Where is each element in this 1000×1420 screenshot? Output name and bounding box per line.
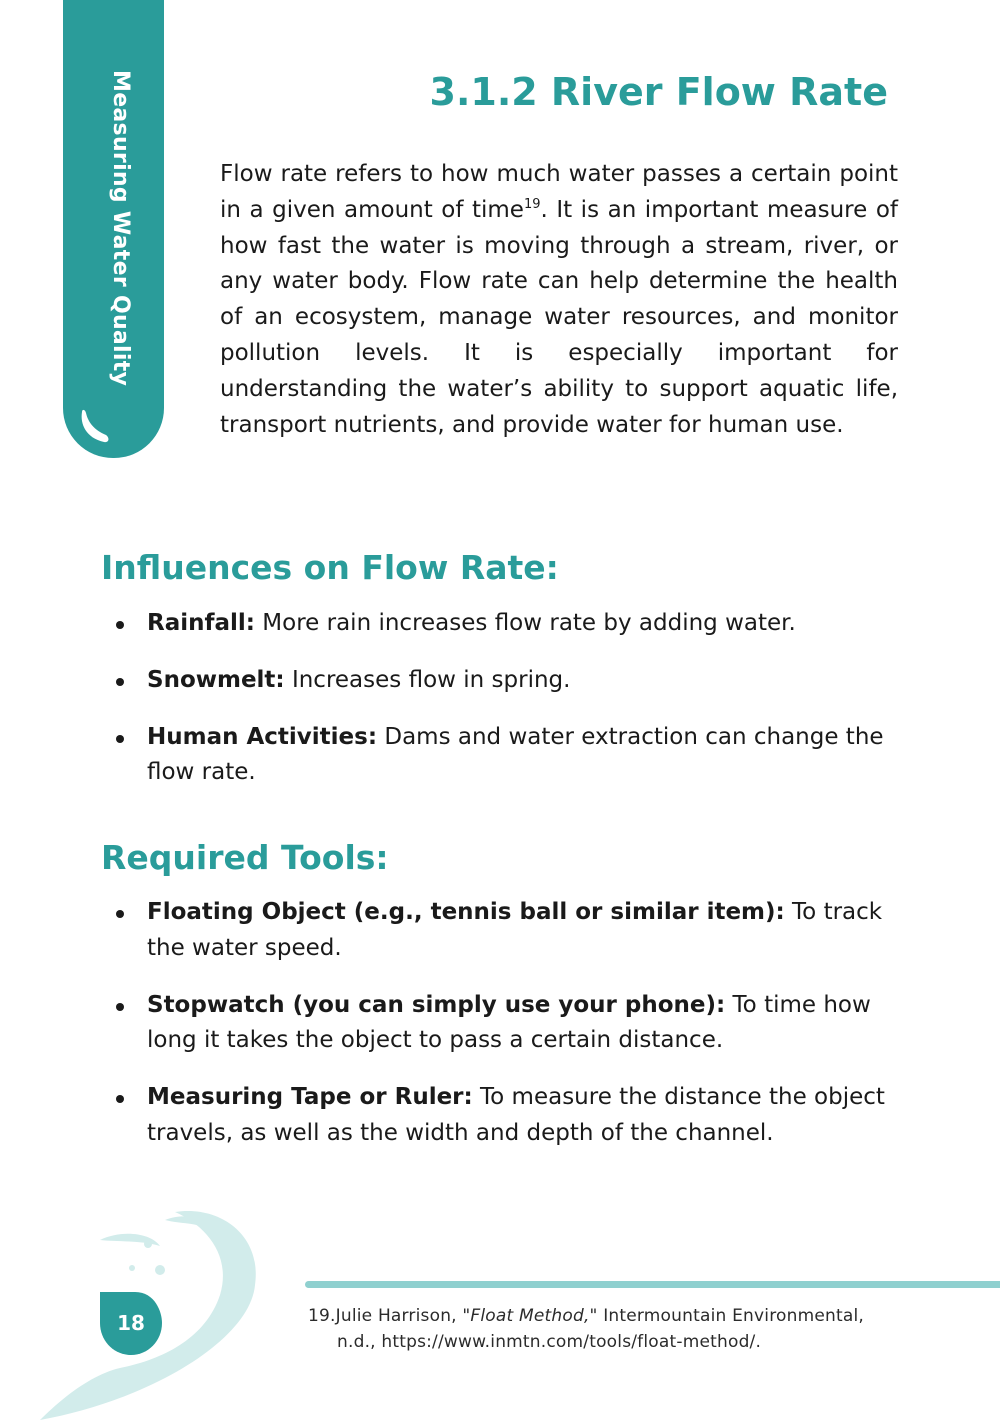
- item-desc: To measure the distance the object travels, as well as the width and depth of the channel.: [147, 1084, 885, 1146]
- section-side-label: Measuring Water Quality: [108, 70, 133, 387]
- item-desc: More rain increases flow rate by adding water.: [254, 610, 796, 636]
- bullet-icon: [116, 735, 124, 743]
- tools-list: [100, 895, 900, 1173]
- item-desc: Dams and water extraction can change the flow rate.: [147, 723, 884, 786]
- footnote-number: 19.: [308, 1306, 336, 1326]
- list-item: [100, 1080, 900, 1152]
- list-item: [100, 663, 900, 699]
- footnote-title: "Float Method,": [462, 1306, 598, 1326]
- page-number: 18: [117, 1311, 145, 1335]
- footnote-publisher: Intermountain Environmental,: [597, 1306, 864, 1326]
- influences-heading: Influences on Flow Rate:: [101, 548, 559, 587]
- list-item: [100, 606, 900, 642]
- bullet-icon: [116, 621, 124, 629]
- item-desc: To time how long it takes the object to pass a certain distance.: [147, 991, 871, 1054]
- footnote: [308, 1303, 928, 1355]
- item-term: Human Activities:: [147, 723, 378, 750]
- intro-paragraph: [220, 157, 898, 443]
- list-item: [100, 720, 900, 792]
- bullet-icon: [116, 678, 124, 686]
- footnote-reference[interactable]: 19: [523, 196, 541, 212]
- list-item: [100, 988, 900, 1060]
- item-term: Rainfall:: [147, 610, 255, 636]
- item-term: Stopwatch (you can simply use your phone):: [147, 991, 726, 1018]
- footnote-author: Julie Harrison,: [335, 1306, 463, 1326]
- page-title: 3.1.2 River Flow Rate: [429, 70, 888, 114]
- footer-divider: [305, 1281, 1000, 1288]
- bullet-icon: [116, 1003, 124, 1011]
- water-drop-icon: [76, 408, 110, 446]
- list-item: [100, 895, 900, 967]
- item-term: Snowmelt:: [147, 666, 285, 693]
- footnote-url-line[interactable]: n.d., https://www.inmtn.com/tools/float-method/.: [337, 1332, 762, 1352]
- bullet-icon: [116, 910, 124, 918]
- bullet-icon: [116, 1095, 124, 1103]
- item-term: Floating Object (e.g., tennis ball or similar item):: [147, 899, 785, 925]
- item-desc: Increases flow in spring.: [284, 666, 571, 693]
- intro-text-end: . It is an important measure of how fast the water is moving through a stream, river, or any water body. Flow rate can help determine the health of an ecosystem, manage water resources, and monitor pollution levels. It is especially important for understanding the water’s ability to support aquatic life, transport nutrients, and provide water for human use.: [220, 196, 898, 438]
- intro-text-start: Flow rate refers to how much water passes a certain point in a given amount of time: [220, 161, 898, 223]
- required-tools-heading: Required Tools:: [101, 838, 389, 877]
- influences-list: [100, 606, 900, 812]
- item-desc: To track the water speed.: [147, 899, 883, 961]
- item-term: Measuring Tape or Ruler:: [147, 1084, 473, 1111]
